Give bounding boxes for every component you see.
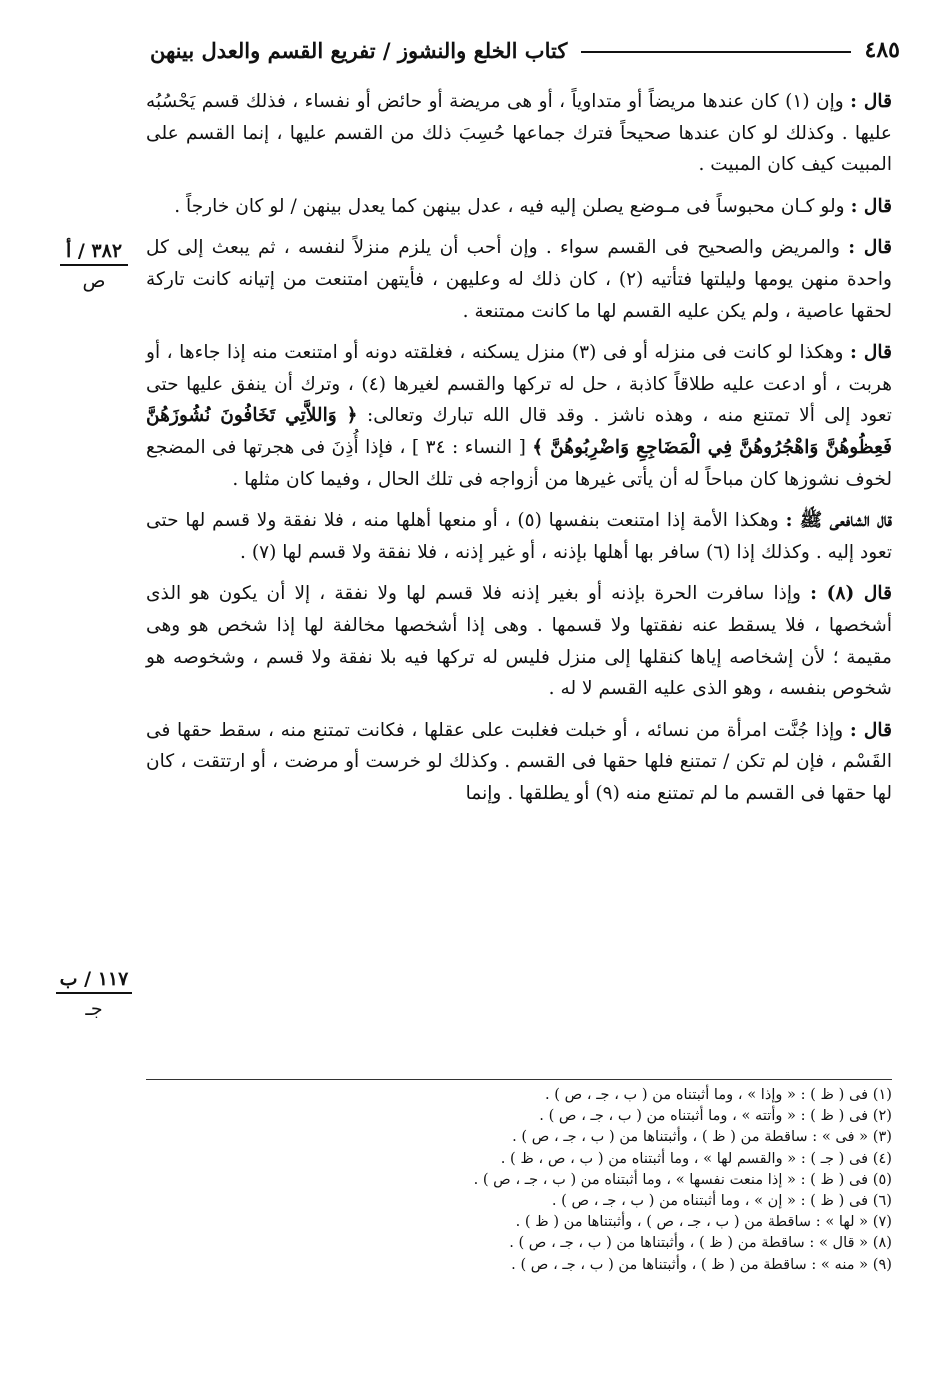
footnote: (٨) « قال » : ساقطة من ( ظ ) ، وأثبتناها من ( ب ، جـ ، ص ) .	[509, 1234, 892, 1252]
footnote: (٤) فى ( جـ ) : « والقسم لها » ، وما أثبتناه من ( ب ، ص ، ظ ) .	[500, 1149, 892, 1167]
paragraph	[146, 191, 892, 223]
running-title: كتاب الخلع والنشوز / تفريع القسم والعدل بينهن	[150, 37, 568, 63]
margin-note-folio: ٣٨٢ / أ	[60, 240, 128, 266]
margin-note-folio: ١١٧ / ب	[56, 968, 133, 994]
speaker-label: قال :	[849, 342, 892, 364]
margin-note-siglum: جـ	[85, 998, 103, 1020]
paragraph	[146, 232, 892, 327]
paragraph-text: وإن (١) كان عندها مريضاً أو متداوياً ، أو هى مريضة أو حائض أو نفساء ، فذلك قسم يَحْسُبُه عليها . وكذلك لو كان عندها صحيحاً فترك جماعها حُسِبَ ذلك من القسم عليها ، إنما القسم على المبيت كيف كان المبيت .	[146, 91, 892, 176]
footnote: (٩) « منه » : ساقطة من ( ظ ) ، وأثبتناها من ( ب ، جـ ، ص ) .	[511, 1255, 892, 1273]
margin-note-siglum: ص	[82, 270, 106, 292]
footnotes	[146, 1084, 892, 1275]
paragraph	[146, 715, 892, 810]
paragraph-text: وهكذا لو كانت فى منزله أو فى (٣) منزل يسكنه ، فغلقته دونه أو امتنعت منه إذا جاءها ، أو هربت ، أو ادعت عليه طلاقاً كاذبة ، حل له تركها والقسم لغيرها (٤) ، وترك أن ينفق عليها حتى تعود إلى ألا تمتنع منه ، وهذه ناشز . وقد قال الله تبارك وتعالى:	[146, 342, 892, 427]
speaker-label: قال :	[850, 91, 892, 112]
paragraph-text: وهكذا الأمة إذا امتنعت بنفسها (٥) ، أو منعها أهلها منه ، فلا نفقة ولا قسم لها حتى تعود إليه . وكذلك إذا (٦) سافر بها أهلها بإذنه ، أو غير إذنه ، فلا نفقة ولا قسم لها (٧) .	[146, 510, 892, 563]
margin-note-manuscript-ref	[50, 968, 138, 1020]
paragraph-text: ولو كـان محبوساً فى مـوضع يصلن إليه فيه ، عدل بينهن كما يعدل بينهن / لو كان خارجاً .	[174, 195, 845, 217]
page-header	[150, 30, 900, 70]
margin-note-manuscript-ref	[50, 240, 138, 292]
speaker-label: قال :	[849, 719, 892, 741]
paragraph	[146, 505, 892, 568]
paragraph-text: وإذا سافرت الحرة بإذنه أو بغير إذنه فلا قسم لها ولا نفقة ، إلا أن يكون هو الذى أشخصها ، فلا يسقط عنه نفقتها ولا قسمها . وهى إذا أشخصها مخالفة لها إذا شخص هو وهى مقيمة ؛ لأن إشخاصه إياها كنقلها إلى منزل فليس له تركها فيه بلا نفقة ولا قسم ، وشخوصه هو شخوص بنفسه ، وهو الذى عليه القسم لا له .	[146, 583, 892, 700]
paragraph-text-continued: [ النساء : ٣٤ ] ، فإذا أُذِنَ فى هجرتها فى المضجع لخوف نشوزها كان مباحاً له أن يأتى غيرها من أزواجه فى تلك الحال ، وفيما كان مثلها .	[146, 436, 892, 490]
footnote: (٦) فى ( ظ ) : « إن » ، وما أثبتناه من ( ب ، جـ ، ص ) .	[551, 1192, 892, 1210]
page-number: ٤٨٥	[864, 37, 900, 63]
footnote: (٧) « لها » : ساقطة من ( ب ، جـ ، ص ) ، وأثبتناها من ( ظ ) .	[515, 1213, 892, 1231]
speaker-label: قال :	[848, 237, 892, 259]
paragraph-text: والمريض والصحيح فى القسم سواء . وإن أحب أن يلزم منزلاً لنفسه ، ثم يبعث إلى كل واحدة منهن يومها وليلتها فتأتيه (٢) ، كان ذلك له وعليهن ، فأيتهن امتنعت من إتيانه كانت تاركة لحقها عاصية ، ولم يكن عليه القسم لها ما كانت ممتنعة .	[146, 237, 892, 322]
paragraph	[146, 578, 892, 704]
paragraph	[146, 86, 892, 181]
footnote: (٣) « فى » : ساقطة من ( ظ ) ، وأثبتناها من ( ب ، جـ ، ص ) .	[512, 1128, 892, 1146]
footnote: (٢) فى ( ظ ) : « وأتته » ، وما أثبتناه من ( ب ، جـ ، ص ) .	[539, 1107, 892, 1125]
footnote-separator	[146, 1079, 892, 1080]
header-rule	[581, 51, 850, 53]
speaker-label: قال (٨) :	[810, 583, 892, 605]
main-text	[146, 86, 892, 819]
footnote: (٥) فى ( ظ ) : « إذا منعت نفسها » ، وما أثبتناه من ( ب ، جـ ، ص ) .	[473, 1170, 892, 1188]
footnote: (١) فى ( ظ ) : « وإذا » ، وما أثبتناه من ( ب ، جـ ، ص ) .	[545, 1086, 892, 1103]
paragraph-text: وإذا جُنَّت امرأة من نسائه ، أو خبلت فغلبت على عقلها ، فكانت تمتنع منه ، سقط حقها فى القَسْم ، فإن لم تكن / تمتنع فلها حقها فى القسم . وكذلك لو خرست أو مرضت ، أو ارتتقت ، كان لها حقها فى القسم ما لم تمتنع منه (٩) أو يطلقها . وإنما	[146, 719, 892, 804]
speaker-label: قال الشافعى ﷺ :	[785, 510, 892, 532]
speaker-label: قال :	[850, 195, 892, 217]
paragraph	[146, 337, 892, 495]
quran-quote: ﴿ وَاللاَّتِي تَخَافُونَ نُشُوزَهُنَّ فَعِظُوهُنَّ وَاهْجُرُوهُنَّ فِي الْمَضَاجِعِ وَاضْرِبُوهُنَّ ﴾	[146, 405, 892, 458]
